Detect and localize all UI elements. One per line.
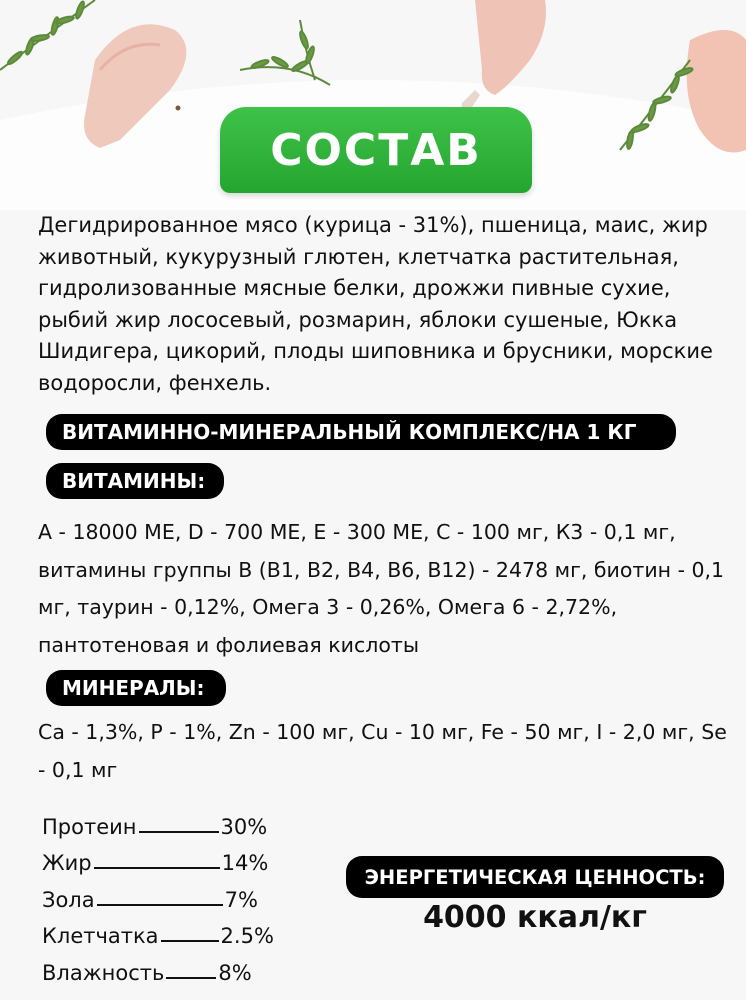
leader-line bbox=[94, 867, 220, 869]
analysis-value: 30% bbox=[220, 814, 268, 839]
analysis-value: 7% bbox=[224, 887, 258, 912]
analysis-label: Влажность bbox=[42, 960, 165, 985]
analysis-row-ash bbox=[42, 875, 342, 912]
analysis-row-protein bbox=[42, 802, 342, 839]
analysis-label: Клетчатка bbox=[42, 924, 159, 948]
analysis-label: Протеин bbox=[42, 814, 137, 839]
minerals-heading: МИНЕРАЛЫ: bbox=[46, 670, 226, 706]
complex-heading: ВИТАМИННО-МИНЕРАЛЬНЫЙ КОМПЛЕКС/НА 1 КГ bbox=[46, 414, 676, 450]
analysis-label: Зола bbox=[42, 887, 95, 912]
leader-line bbox=[97, 904, 223, 906]
energy-value: 4000 ккал/кг bbox=[423, 900, 647, 935]
analysis-label: Жир bbox=[42, 851, 92, 875]
vitamins-heading: ВИТАМИНЫ: bbox=[46, 463, 224, 499]
title-badge bbox=[220, 107, 532, 193]
leader-line bbox=[161, 940, 219, 942]
analysis-row-fiber bbox=[42, 912, 342, 949]
composition-text: Дегидрированное мясо (курица - 31%), пшеница, маис, жир животный, кукурузный глютен, клетчатка растительная, гидролизованные мясные белки, дрожжи пивные сухие, рыбий жир лососевый, розмарин, яблоки сушеные, Юкка Шидигера, цикорий, плоды шиповника и брусники, морские водоросли, фенхель. bbox=[38, 213, 713, 395]
analysis-value: 8% bbox=[218, 960, 252, 985]
vitamins-text: A - 18000 МЕ, D - 700 МЕ, E - 300 МЕ, C - 100 мг, К3 - 0,1 мг, витамины группы B (B1, B2, B4, B6, B12) - 2478 мг, биотин - 0,1 мг, таурин - 0,12%, Омега 3 - 0,26%, Омега 6 - 2,72%, пантотеновая и фолиевая кислоты bbox=[38, 520, 725, 657]
analysis-value: 2.5% bbox=[220, 924, 274, 948]
analysis-row-moisture bbox=[42, 948, 342, 985]
leader-line bbox=[139, 831, 219, 833]
page-title: СОСТАВ bbox=[270, 124, 482, 176]
leader-line bbox=[166, 977, 216, 979]
minerals-text: Ca - 1,3%, P - 1%, Zn - 100 мг, Cu - 10 мг, Fe - 50 мг, I - 2,0 мг, Se - 0,1 мг bbox=[38, 720, 727, 782]
analysis-list bbox=[42, 802, 342, 985]
analysis-value: 14% bbox=[221, 851, 269, 875]
energy-heading: ЭНЕРГЕТИЧЕСКАЯ ЦЕННОСТЬ: bbox=[346, 856, 724, 898]
analysis-row-fat bbox=[42, 839, 342, 876]
